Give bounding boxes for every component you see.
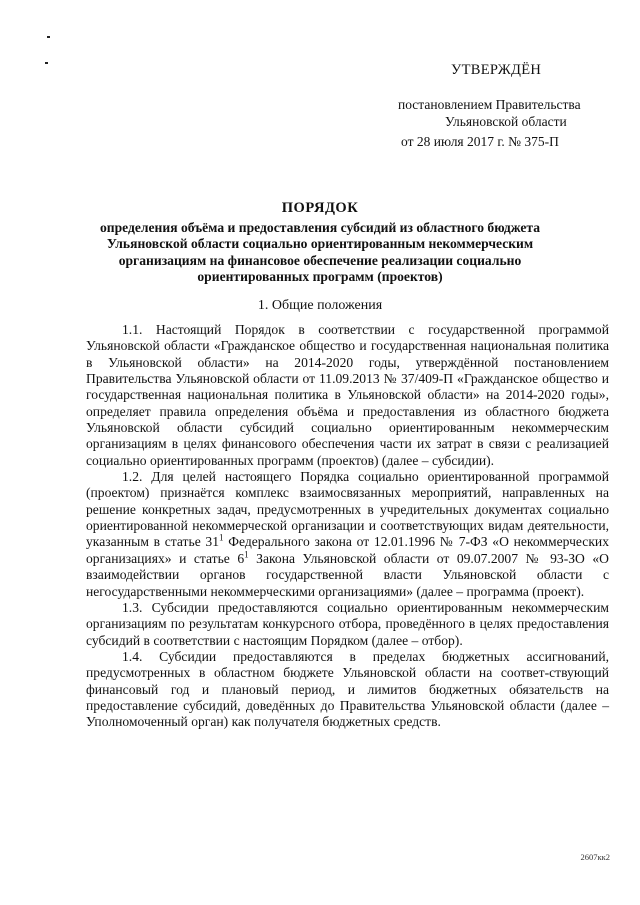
title-line: организациям на финансовое обеспечение реализации социально	[118, 252, 522, 268]
section-heading: 1. Общие положения	[257, 298, 383, 313]
superscript: 1	[219, 532, 224, 543]
paragraph-text: Федерального закона от 12.01.1996 № 7-ФЗ «О некоммерческих организациях» и статье 6	[86, 534, 609, 566]
approval-heading: УТВЕРЖДЁН	[451, 62, 542, 78]
title-line: ориентированных программ (проектов)	[197, 269, 443, 284]
paragraph-1-4: 1.4. Субсидии предоставляются в пределах бюджетных ассигнований, предусмотренных в областном бюджете Ульяновской области на соответ-ствующий финансовый год и плановый период, и лимитов бюджетных обязательств на предоставление субсидий, доведённых до Правительства Ульяновской области (далее – Уполномоченный орган) как получателя бюджетных средств.	[86, 648, 609, 730]
scan-mark	[45, 62, 48, 64]
paragraph-text: Закона Ульяновской области от 09.07.2007 № 93-ЗО «О взаимодействии органов государственной власти Ульяновской области с негосударственными некоммерческими организациями» (далее – программа (проект).	[86, 550, 609, 599]
paragraph-1-3: 1.3. Субсидии предоставляются социально ориентированным некоммерческим организациям по результатам конкурсного отбора, проведённого в целях предоставления субсидий в соответствии с настоящим Порядком (далее – отбор).	[86, 599, 609, 648]
approval-line: постановлением Правительства	[398, 97, 581, 112]
approval-date-line: от 28 июля 2017 г. № 375-П	[401, 134, 559, 149]
title-line: определения объёма и предоставления субсидий из областного бюджета	[99, 219, 541, 235]
superscript: 1	[244, 549, 249, 560]
title-line: Ульяновской области социально ориентированным некоммерческим	[106, 236, 534, 251]
scan-mark	[47, 36, 50, 38]
document-body	[86, 322, 609, 731]
paragraph-text: 1.2. Для целей настоящего Порядка социально ориентированной программой (проектом) признаётся комплекс взаимосвязанных мероприятий, направленных на решение конкретных задач, предусмотренных в учредительных документах социально ориентированной некоммерческой организации и соответствующих видам деятельности, указанным в статье 31	[86, 469, 609, 550]
title-main: ПОРЯДОК	[281, 200, 359, 216]
paragraph-1-2	[86, 469, 609, 600]
paragraph-1-1: 1.1. Настоящий Порядок в соответствии с государственной программой Ульяновской области «Гражданское общество и государственная национальная политика в Ульяновской области» на 2014-2020 годы, утверждённой постановлением Правительства Ульяновской области от 11.09.2013 № 37/409-П «Гражданское общество и государственная национальная политика в Ульяновской области» на 2014-2020 годы», определяет правила определения объёма и предоставления из областного бюджета Ульяновской области субсидий социально ориентированным некоммерческим организациям в целях финансового обеспечения части их затрат в связи с реализацией социально ориентированных программ (проектов) (далее – субсидии).	[86, 322, 609, 468]
document-title	[60, 200, 580, 286]
footer-code: 2607кк2	[580, 852, 610, 862]
approval-line: Ульяновской области	[445, 114, 567, 129]
